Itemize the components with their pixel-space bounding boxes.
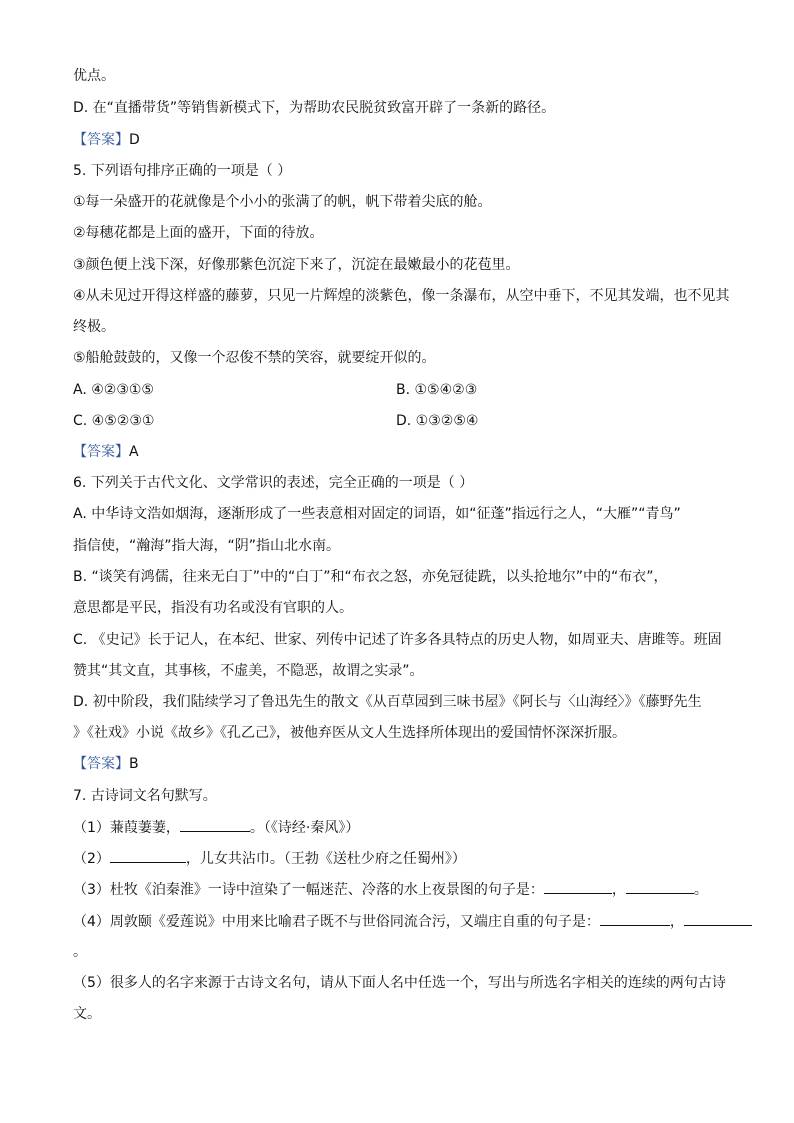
- part-1-prompt: （1）蒹葭萋萋，: [73, 820, 180, 836]
- q7-part-4: [73, 911, 752, 932]
- q5-sentence-3: ③颜色便上浅下深，好像那紫色沉淀下来了，沉淀在最嫩最小的花苞里。: [73, 257, 520, 273]
- q6-answer: [73, 754, 139, 774]
- answer-value: D: [129, 132, 140, 148]
- q6-option-a: A. 中华诗文浩如烟海，逐渐形成了一些表意相对固定的词语，如“征蓬”指远行之人，“大雁”“青鸟”: [73, 506, 681, 522]
- q6-option-c: C. 《史记》长于记人，在本纪、世家、列传中记述了许多各具特点的历史人物，如周亚夫、唐雎等。班固: [73, 632, 722, 648]
- q6-stem: 6. 下列关于古代文化、文学常识的表述，完全正确的一项是（ ）: [73, 475, 474, 491]
- q5-sentence-5: ⑤船舱鼓鼓的，又像一个忍俊不禁的笑容，就要绽开似的。: [73, 350, 436, 366]
- q5-sentence-2: ②每穗花都是上面的盛开，下面的待放。: [73, 225, 324, 241]
- answer-label: 【答案】: [73, 444, 129, 460]
- part-3-separator: ，: [611, 882, 626, 898]
- answer-label: 【答案】: [73, 756, 129, 772]
- part-2-source: ，儿女共沾巾。（王勃《送杜少府之任蜀州》）: [185, 851, 466, 867]
- part-4-prompt: （4）周敦颐《爱莲说》中用来比喻君子既不与世俗同流合污，又端庄自重的句子是：: [73, 914, 600, 930]
- q6-option-b: B. “谈笑有鸿儒，往来无白丁”中的“白丁”和“布衣之怒，亦免冠徒跣，以头抢地尔”中的“布衣”，: [73, 569, 668, 585]
- q7-part-1: [73, 817, 359, 838]
- answer-value: A: [129, 444, 139, 460]
- q7-part-2: [73, 848, 466, 869]
- answer-label: 【答案】: [73, 132, 129, 148]
- part-4-separator: ，: [669, 914, 684, 930]
- q7-part-5: （5）很多人的名字来源于古诗文名句，请从下面人名中任选一个，写出与所选名字相关的连续的两句古诗: [73, 975, 726, 991]
- q6-option-c-cont: 赞其“其文直，其事核，不虚美，不隐恶，故谓之实录”。: [73, 663, 424, 679]
- q5-option-c: C. ④⑤②③①: [73, 413, 155, 429]
- part-1-source: 。（《诗经·秦风》）: [249, 820, 360, 836]
- q4-option-d: D. 在“直播带货”等销售新模式下，为帮助农民脱贫致富开辟了一条新的路径。: [73, 100, 556, 116]
- answer-blank[interactable]: [544, 879, 612, 894]
- q6-option-b-cont: 意思都是平民，指没有功名或没有官职的人。: [73, 600, 353, 616]
- q7-part-3: [73, 879, 708, 900]
- q5-sentence-4-cont: 终极。: [73, 319, 115, 335]
- answer-blank[interactable]: [600, 911, 670, 926]
- q6-option-a-cont: 指信使，“瀚海”指大海，“阴”指山北水南。: [73, 538, 341, 554]
- q5-option-b: B. ①⑤④②③: [396, 382, 478, 398]
- part-2-prompt: （2）: [73, 851, 110, 867]
- answer-value: B: [129, 756, 139, 772]
- q7-part-4-end: 。: [73, 944, 87, 960]
- q5-sentence-4: ④从未见过开得这样盛的藤萝，只见一片辉煌的淡紫色，像一条瀑布，从空中垂下，不见其发端，也不见其: [73, 288, 730, 304]
- q7-part-5-cont: 文。: [73, 1006, 101, 1022]
- q5-option-d: D. ①③②⑤④: [396, 413, 479, 429]
- q6-option-d: D. 初中阶段，我们陆续学习了鲁迅先生的散文《从百草园到三味书屋》《阿长与〈山海经〉》《藤野先生: [73, 694, 702, 710]
- answer-blank[interactable]: [110, 848, 186, 863]
- q4-answer: [73, 130, 140, 150]
- q6-option-d-cont: 》《社戏》小说《故乡》《孔乙己》，被他弃医从文人生选择所体现出的爱国情怀深深折服。: [73, 725, 626, 741]
- answer-blank[interactable]: [626, 879, 694, 894]
- q5-stem: 5. 下列语句排序正确的一项是（ ）: [73, 163, 292, 179]
- q5-sentence-1: ①每一朵盛开的花就像是个小小的张满了的帆，帆下带着尖底的舱。: [73, 194, 492, 210]
- q7-stem: 7. 古诗词文名句默写。: [73, 788, 217, 804]
- q5-option-a: A. ④②③①⑤: [73, 382, 154, 398]
- answer-blank[interactable]: [180, 817, 250, 832]
- q4-continuation: 优点。: [73, 68, 115, 84]
- answer-blank[interactable]: [684, 911, 752, 926]
- part-3-prompt: （3）杜牧《泊秦淮》一诗中渲染了一幅迷茫、冷落的水上夜景图的句子是：: [73, 882, 544, 898]
- part-3-end: 。: [693, 882, 708, 898]
- q5-answer: [73, 442, 139, 462]
